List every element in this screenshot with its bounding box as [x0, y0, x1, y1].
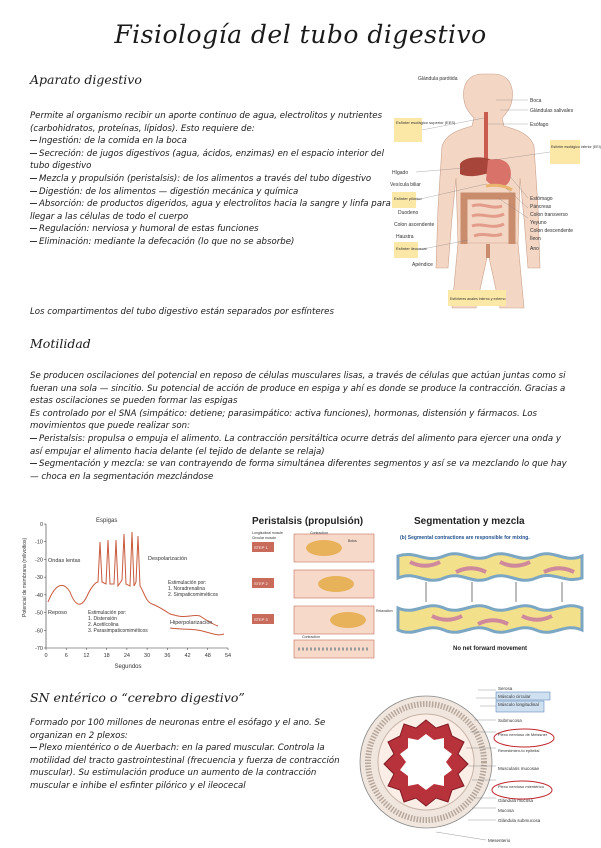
chart-annotation: Reposo [48, 610, 67, 616]
label-colon-desc: Colon descendente [530, 228, 574, 234]
label-parotida: Glándula parótida [418, 76, 458, 82]
step-label: STEP 3 [254, 617, 268, 622]
segmentation-figure [396, 512, 586, 662]
section2-text [30, 370, 575, 483]
section1-text [30, 110, 402, 249]
wall-label: Plexo nervioso mientérico [498, 784, 544, 789]
chart-series-line [48, 532, 218, 626]
chart-y-tick-label: -60 [35, 628, 43, 635]
wall-label: Mesenterio [488, 838, 511, 843]
chart-annotation: Hiperpolarización [170, 620, 213, 626]
chart-x-tick-label: 12 [83, 653, 90, 659]
list-item: Plexo mientérico o de Auerbach: en la pared muscular. Controla la motilidad del tracto gastrointestinal (frecuencia y fuerza de contracción muscular). Su estimulación produce un aumento de la contracción muscular e inhibe el esfinter pilórico y el ileocecal [30, 743, 340, 791]
section1-footer: Los compartimentos del tubo digestivo están separados por esfínteres [30, 307, 334, 317]
peristalsis-title: Peristalsis (propulsión) [252, 516, 364, 527]
fig-label: Circular muscle [252, 536, 277, 540]
chart-x-tick-label: 54 [224, 653, 232, 659]
list-item: Regulación: nerviosa y humoral de estas funciones [30, 223, 402, 236]
wall-label: Plexo nervioso de Meissner [498, 732, 548, 737]
fig-label: Contraction [310, 531, 328, 535]
section2-p1: Se producen oscilaciones del potencial en reposo de células musculares lisas, a través de células que actúan juntas como si fueran una sola — sincitio. Su potencial de acción de produce en espiga y ahí es donde se produce la contracción. Gracias a estas oscilaciones se pueden formar las espigas [30, 371, 566, 407]
section3-p1: Formado por 100 millones de neuronas entre el esófago y el ano. Se organizan en 2 plexos: [30, 718, 326, 741]
section3-text [30, 717, 348, 793]
label-ano: Ano [530, 246, 539, 252]
chart-annotation: Ondas lentas [48, 558, 81, 564]
fig-label: Contraction [302, 635, 320, 639]
chart-annotation: Espigas [96, 518, 118, 524]
chart-x-tick-label: 6 [64, 653, 68, 659]
chart-y-tick-label: -50 [35, 610, 43, 617]
fig-label: Bolus [348, 539, 357, 543]
label-piloro: Esfínter pilórico [394, 196, 422, 201]
wall-label: Serosa [498, 686, 513, 691]
label-ees: Esfínter esofágico superior (EES) [396, 120, 456, 125]
segmentation-subtitle: (b) Segmental contractions are responsible for mixing. [400, 535, 530, 541]
segmentation-footer: No net forward movement [452, 646, 528, 652]
chart-hyperpol-line [170, 628, 224, 635]
chart-x-tick-label: 18 [103, 653, 110, 659]
label-boca: Boca [530, 98, 542, 104]
fig-label: Longitudinal muscle [252, 531, 283, 535]
chart-y-tick-label: -10 [35, 539, 43, 546]
chart-xlabel: Segundos [114, 664, 142, 670]
label-pancreas: Páncreas [530, 204, 552, 210]
chart-x-tick-label: 30 [144, 653, 151, 659]
wall-label: Músculo circular [498, 694, 531, 699]
list-item: Secreción: de jugos digestivos (agua, ácidos, enzimas) en el espacio interior del tubo digestivo [30, 148, 384, 172]
chart-ylabel: Potencial de membrana (milivoltios) [22, 537, 28, 617]
label-higado: Hígado [392, 170, 409, 176]
chart-x-tick-label: 0 [44, 653, 48, 659]
label-esfinteres-anales: Esfínteres anales interno y externo [450, 297, 506, 301]
chart-y-tick-label: -40 [35, 592, 43, 599]
list-item: Absorción: de productos digeridos, agua y electrolitos hacia la sangre y linfa para llegar a las células de todo el cuerpo [30, 199, 391, 222]
intestinal-wall-figure [356, 682, 592, 844]
section2-p2: Es controlado por el SNA (simpático: detiene; parasimpático: activa funciones), hormonas, distensión y fármacos. Los movimientos que puede realizar son: [30, 408, 537, 432]
chart-annotation: Estimulación por: 1. Noradrenalina 2. Simpaticomiméticos [168, 580, 219, 598]
digestive-system-figure [388, 68, 601, 313]
step-label: STEP 2 [254, 581, 268, 586]
segmentation-title: Segmentation y mezcla [414, 516, 525, 527]
peristalsis-steps [252, 534, 374, 658]
page-title: Fisiología del tubo digestivo [114, 20, 487, 49]
wall-label: Glándula submucosa [498, 818, 541, 823]
label-ileon: Íleon [530, 236, 541, 242]
section1-intro: Permite al organismo recibir un aporte continuo de agua, electrolitos y nutrientes (carbohidratos, proteínas, lípidos). Esto requiere de: [30, 111, 383, 134]
chart-annotation: Estimulación por: 1. Distensión 2. Acetilcolina 3. Parasimpaticomiméticos [88, 610, 148, 634]
label-eei: Esfínter esofágico inferior (EEI) [551, 145, 601, 149]
list-item: Mezcla y propulsión (peristalsis): de los alimentos a través del tubo digestivo [30, 173, 402, 186]
wall-label: Músculo longitudinal [498, 702, 539, 707]
list-item: Segmentación y mezcla: se van contrayendo de forma simultánea diferentes segmentos y así se va mezclando lo que hay — choca en la segmentación mezclándose [30, 459, 567, 482]
fig-label: Relaxation [376, 609, 393, 613]
label-apendice: Apéndice [412, 262, 433, 268]
label-ileocecal: Esfínter ileocecal [396, 246, 427, 251]
label-haustra: Haustra [396, 234, 414, 240]
list-item: Peristalsis: propulsa o empuja el alimento. La contracción persitáltica ocurre detrás del alimento para ejercer una onda y así empujar el alimento hacia delante (el tejido de delante se relaja) [30, 433, 561, 457]
section-heading-sn-enterico: SN entérico o “cerebro digestivo” [30, 690, 245, 705]
step-label: STEP 1 [254, 545, 268, 550]
chart-x-tick-label: 24 [123, 653, 130, 659]
label-salivales: Glándulas salivales [530, 108, 574, 114]
label-colon-asc: Colon ascendente [394, 222, 435, 228]
peristalsis-figure [244, 512, 392, 662]
chart-annotation: Despolarización [148, 556, 188, 562]
list-item: Ingestión: de la comida en la boca [30, 135, 402, 148]
wall-label: Submucosa [498, 718, 522, 723]
chart-x-tick-label: 48 [204, 653, 211, 659]
wall-label: Revestimien-to epitelial [498, 748, 540, 753]
label-esofago: Esófago [530, 122, 549, 128]
section-heading-aparato: Aparato digestivo [30, 72, 142, 87]
chart-y-tick-label: -20 [35, 557, 43, 564]
label-estomago: Estómago [530, 196, 553, 202]
wall-label: Mucosa [498, 808, 514, 813]
label-duodeno: Duodeno [398, 210, 419, 216]
wall-label: Glándula mucosa [498, 798, 534, 803]
wall-label: Muscularis mucosae [498, 766, 540, 771]
label-yeyuno: Yeyuno [530, 220, 547, 226]
chart-x-tick-label: 42 [184, 653, 191, 659]
label-vesicula: Vesícula biliar [390, 182, 421, 188]
list-item: Digestión: de los alimentos — digestión mecánica y química [30, 186, 402, 199]
section-heading-motilidad: Motilidad [30, 336, 91, 351]
chart-y-tick-label: -70 [35, 646, 43, 652]
membrane-potential-chart [18, 512, 240, 670]
list-item: Eliminación: mediante la defecación (lo que no se absorbe) [30, 236, 402, 249]
chart-y-tick-label: -30 [35, 575, 43, 582]
chart-x-tick-label: 36 [164, 653, 171, 659]
label-colon-trans: Colon transverso [530, 212, 568, 218]
chart-y-tick-label: 0 [39, 522, 43, 528]
